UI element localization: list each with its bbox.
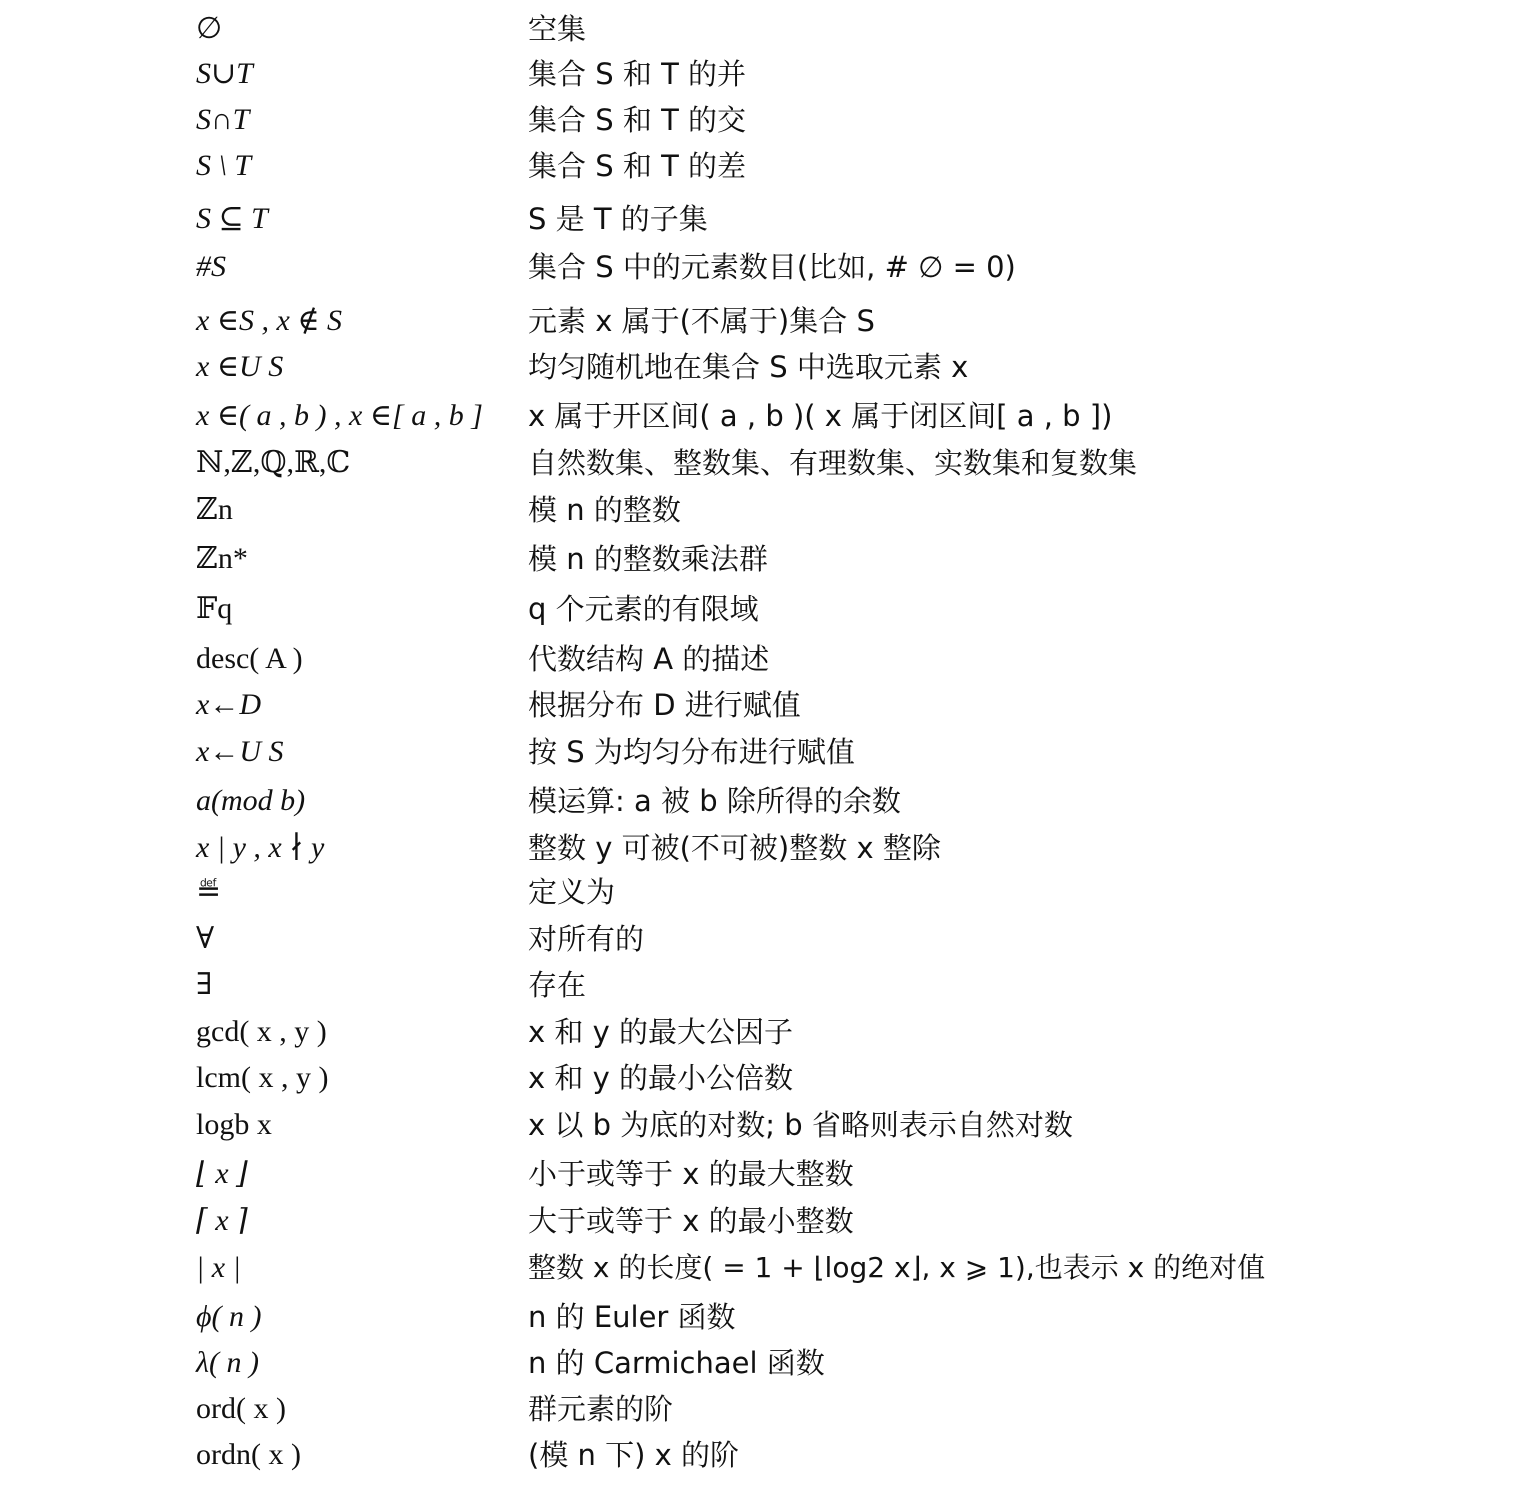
notation-description: 集合 S 和 T 的并 (528, 57, 746, 91)
notation-symbol: desc( A ) (196, 642, 303, 675)
notation-description: 元素 x 属于(不属于)集合 S (528, 304, 875, 338)
notation-symbol: S \ T (196, 149, 252, 182)
notation-row (0, 196, 1536, 242)
notation-row (0, 1245, 1536, 1291)
notation-row (0, 1151, 1536, 1197)
notation-row (0, 1386, 1536, 1432)
notation-description: 小于或等于 x 的最大整数 (528, 1157, 854, 1191)
notation-row (0, 825, 1536, 871)
notation-row (0, 729, 1536, 775)
notation-symbol: x ∈U S (196, 350, 284, 383)
notation-description: 模 n 的整数 (528, 493, 681, 527)
notation-symbol: ⌊ x ⌋ (196, 1157, 248, 1190)
notation-symbol: S∪T (196, 57, 253, 90)
notation-row (0, 1102, 1536, 1148)
notation-row (0, 636, 1536, 682)
notation-description: 根据分布 D 进行赋值 (528, 688, 801, 722)
notation-symbol: ℤn* (196, 542, 248, 575)
notation-description: 集合 S 和 T 的差 (528, 149, 746, 183)
notation-description: x 以 b 为底的对数; b 省略则表示自然对数 (528, 1108, 1073, 1142)
notation-row (0, 586, 1536, 632)
notation-description: 集合 S 和 T 的交 (528, 103, 746, 137)
notation-symbol: S∩T (196, 103, 250, 136)
notation-symbol: S ⊆ T (196, 202, 268, 235)
notation-description: S 是 T 的子集 (528, 202, 708, 236)
notation-symbol: a(mod b) (196, 784, 306, 817)
notation-row (0, 487, 1536, 533)
notation-description: 存在 (528, 968, 587, 1002)
notation-symbol: 𝔽q (196, 592, 233, 625)
notation-row (0, 1198, 1536, 1244)
notation-row (0, 51, 1536, 97)
notation-row (0, 1432, 1536, 1478)
notation-symbol: x | y , x ∤ y (196, 831, 325, 864)
notation-symbol: ϕ( n ) (196, 1300, 262, 1333)
notation-description: 按 S 为均匀分布进行赋值 (528, 735, 855, 769)
notation-description: x 和 y 的最小公倍数 (528, 1061, 793, 1095)
notation-symbol: | x | (196, 1251, 241, 1284)
notation-row (0, 778, 1536, 824)
notation-symbol: ∅ (196, 12, 223, 45)
notation-symbol: ℕ,ℤ,ℚ,ℝ,ℂ (196, 446, 351, 479)
notation-symbol: x←U S (196, 735, 284, 768)
notation-description: 均匀随机地在集合 S 中选取元素 x (528, 350, 969, 384)
notation-description: 群元素的阶 (528, 1392, 674, 1426)
notation-row (0, 1340, 1536, 1386)
notation-description: 整数 x 的长度( = 1 + ⌊log2 x⌋, x ⩾ 1),也表示 x 的绝对值 (528, 1251, 1266, 1284)
notation-row (0, 962, 1536, 1008)
notation-description: 集合 S 中的元素数目(比如, # ∅ = 0) (528, 250, 1016, 284)
notation-row (0, 344, 1536, 390)
notation-row (0, 298, 1536, 344)
notation-symbol: x ∈( a , b ) , x ∈[ a , b ] (196, 399, 483, 432)
notation-row (0, 97, 1536, 143)
notation-symbol: gcd( x , y ) (196, 1015, 327, 1048)
notation-row (0, 536, 1536, 582)
notation-row (0, 1055, 1536, 1101)
notation-symbol: x←D (196, 688, 261, 721)
notation-row (0, 682, 1536, 728)
notation-symbol: ordn( x ) (196, 1438, 301, 1471)
notation-description: n 的 Euler 函数 (528, 1300, 736, 1334)
notation-description: 对所有的 (528, 922, 645, 956)
notation-symbol: x ∈S , x ∉ S (196, 304, 343, 337)
notation-description: 整数 y 可被(不可被)整数 x 整除 (528, 831, 941, 865)
notation-description: (模 n 下) x 的阶 (528, 1438, 740, 1472)
notation-symbol: λ( n ) (196, 1346, 259, 1379)
notation-symbol: #S (196, 250, 226, 283)
notation-description: n 的 Carmichael 函数 (528, 1346, 825, 1380)
notation-symbol: lcm( x , y ) (196, 1061, 329, 1094)
notation-description: 模 n 的整数乘法群 (528, 542, 768, 576)
notation-row (0, 6, 1536, 52)
notation-description: 空集 (528, 12, 587, 46)
notation-row (0, 869, 1536, 915)
notation-symbol: ord( x ) (196, 1392, 286, 1425)
notation-description: 大于或等于 x 的最小整数 (528, 1204, 854, 1238)
notation-symbol: ∀ (196, 922, 215, 955)
notation-description: 模运算: a 被 b 除所得的余数 (528, 784, 901, 818)
notation-symbol: ⌈ x ⌉ (196, 1204, 248, 1237)
notation-row (0, 916, 1536, 962)
notation-description: 代数结构 A 的描述 (528, 642, 770, 676)
notation-description: q 个元素的有限域 (528, 592, 759, 626)
notation-symbol: ℤn (196, 493, 233, 526)
notation-row (0, 244, 1536, 290)
notation-description: 自然数集、整数集、有理数集、实数集和复数集 (528, 446, 1138, 480)
notation-row (0, 143, 1536, 189)
notation-description: x 和 y 的最大公因子 (528, 1015, 793, 1049)
notation-row (0, 440, 1536, 486)
notation-row (0, 1009, 1536, 1055)
notation-description: 定义为 (528, 875, 616, 909)
notation-symbol: ≝ (196, 875, 222, 908)
notation-row (0, 393, 1536, 439)
notation-row (0, 1294, 1536, 1340)
notation-description: x 属于开区间( a , b )( x 属于闭区间[ a , b ]) (528, 399, 1113, 433)
notation-symbol: logb x (196, 1108, 272, 1141)
notation-symbol: ∃ (196, 968, 213, 1001)
